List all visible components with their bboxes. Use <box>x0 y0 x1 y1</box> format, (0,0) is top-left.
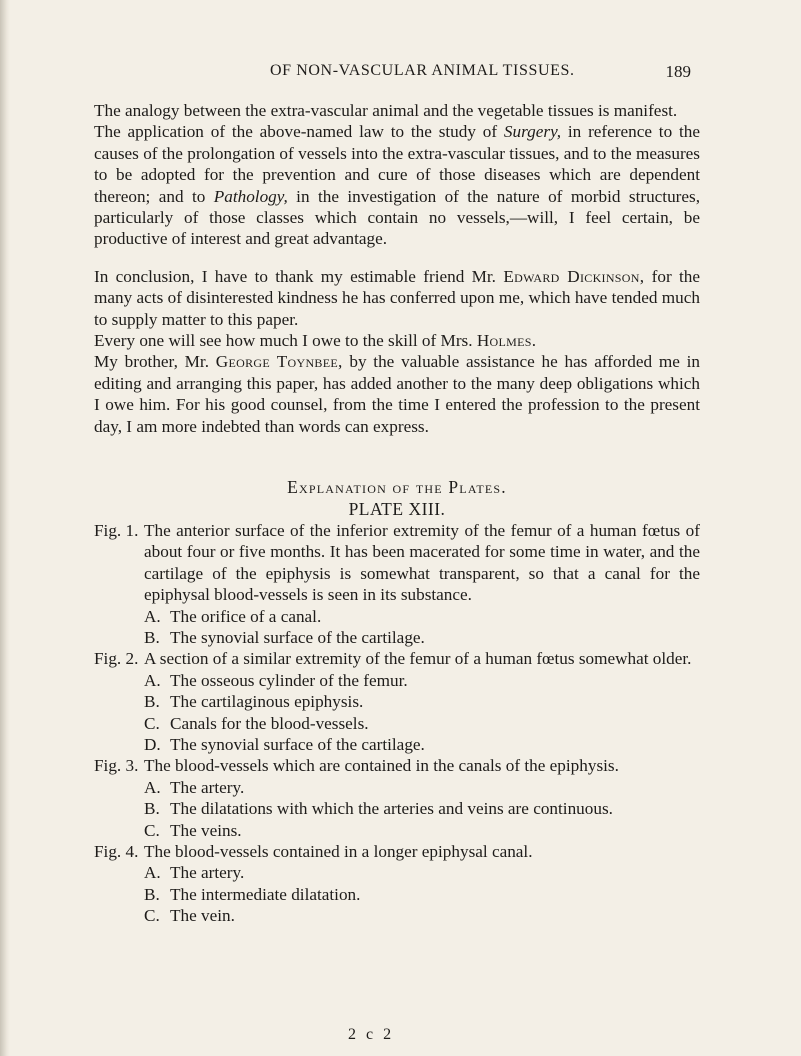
figure-item-text: The artery. <box>170 777 245 797</box>
figure-entry <box>94 648 700 669</box>
page-number: 189 <box>665 62 691 81</box>
figure-description: The blood-vessels contained in a longer epiphysal canal. <box>144 842 533 861</box>
paragraph-holmes: Every one will see how much I owe to the skill of Mrs. Holmes. <box>94 331 537 351</box>
paragraph-analogy: The analogy between the extra-vascular animal and the vegetable tissues is manifest. <box>94 101 678 120</box>
figure-item-key: A. <box>144 670 161 690</box>
page-header <box>0 62 801 84</box>
figure-item <box>144 862 700 883</box>
figure-item-text: The osseous cylinder of the femur. <box>170 670 408 690</box>
figure-item-key: B. <box>144 627 160 647</box>
figure-item-text: The vein. <box>170 906 235 926</box>
figure-entry <box>94 755 700 776</box>
running-head: OF NON-VASCULAR ANIMAL TISSUES. <box>270 62 575 79</box>
figure-item-text: Canals for the blood-vessels. <box>170 713 369 733</box>
figure-description: A section of a similar extremity of the femur of a human fœtus somewhat older. <box>144 649 692 669</box>
figure-item <box>144 798 700 819</box>
scan-edge-shadow <box>0 0 10 1056</box>
figure-item <box>144 670 700 691</box>
figure-label: Fig. 2. <box>94 649 139 669</box>
paragraph-conclusion: In conclusion, I have to thank my estimable friend Mr. Edward Dickinson, for the many acts of disinterested kindness he has conferred upon me, which have tended much to supply matter to this paper. <box>94 266 701 329</box>
figure-item-text: The veins. <box>170 820 242 840</box>
figure-item <box>144 884 700 905</box>
figure-label: Fig. 3. <box>94 756 139 776</box>
signature-mark: 2 c 2 <box>348 1026 395 1043</box>
figure-item-key: C. <box>144 820 160 840</box>
figure-label: Fig. 1. <box>94 520 139 540</box>
plate-heading: PLATE XIII. <box>348 498 446 519</box>
figure-item-key: B. <box>144 799 160 819</box>
name-holmes: Holmes. <box>476 331 537 351</box>
paragraph-application: The application of the above-named law to the study of Surgery, in reference to the causes of the prolongation of vessels into the extra-vascular tissues, and to the measures to be adopted for the prevention and cure of those diseases which are dependent thereon; and to Pathology, in the investigation of the nature of morbid structures, particularly of those classes which contain no vessels,—will, I feel certain, be productive of interest and great advantage. <box>94 122 700 249</box>
figure-item-text: The synovial surface of the cartilage. <box>170 627 425 647</box>
figure-item-text: The orifice of a canal. <box>170 606 322 626</box>
figure-item <box>144 820 700 841</box>
figure-description: The blood-vessels which are contained in the canals of the epiphysis. <box>144 756 619 776</box>
italic-surgery: Surgery, <box>503 122 562 142</box>
figure-item <box>144 606 700 627</box>
figure-item-key: C. <box>144 713 160 733</box>
figure-entry <box>94 520 700 606</box>
figure-item <box>144 713 700 734</box>
figure-item-key: A. <box>144 863 161 883</box>
figure-item-key: C. <box>144 906 160 926</box>
figure-label: Fig. 4. <box>94 842 139 861</box>
figure-item-key: D. <box>144 734 161 754</box>
figure-item <box>144 734 700 755</box>
figure-item-text: The artery. <box>170 863 245 883</box>
figure-item <box>144 905 700 926</box>
figure-item-key: B. <box>144 884 160 904</box>
name-george-toynbee: George Toynbee, <box>215 352 343 372</box>
figure-item <box>144 627 700 648</box>
paragraph-brother: My brother, Mr. George Toynbee, by the valuable assistance he has afforded me in editing and arranging this paper, has added another to the many deep obligations which I owe him. For his good counsel, from the time I entered the profession to the present day, I am more indebted than words can express. <box>94 352 700 436</box>
figure-description: The anterior surface of the inferior extremity of the femur of a human fœtus of about four or five months. It has been macerated for some time in water, and the cartilage of the epiphysis is somewhat transparent, so that a canal for the epiphysal blood-vessels is seen in its substance. <box>144 520 700 605</box>
body-text <box>94 100 700 927</box>
figure-item <box>144 777 700 798</box>
figure-item-key: A. <box>144 606 161 626</box>
figure-item-key: A. <box>144 777 161 797</box>
name-edward-dickinson: Edward Dickinson, <box>503 266 645 286</box>
figure-item-text: The synovial surface of the cartilage. <box>170 734 425 754</box>
figure-item <box>144 691 700 712</box>
figure-item-text: The dilatations with which the arteries and veins are continuous. <box>170 799 613 819</box>
figure-list <box>94 520 700 927</box>
figure-entry <box>94 841 700 862</box>
figure-item-text: The cartilaginous epiphysis. <box>170 692 364 712</box>
italic-pathology: Pathology, <box>213 186 288 206</box>
figure-item-key: B. <box>144 692 160 712</box>
explanation-heading: Explanation of the Plates. <box>287 477 507 498</box>
figure-item-text: The intermediate dilatation. <box>170 884 361 904</box>
